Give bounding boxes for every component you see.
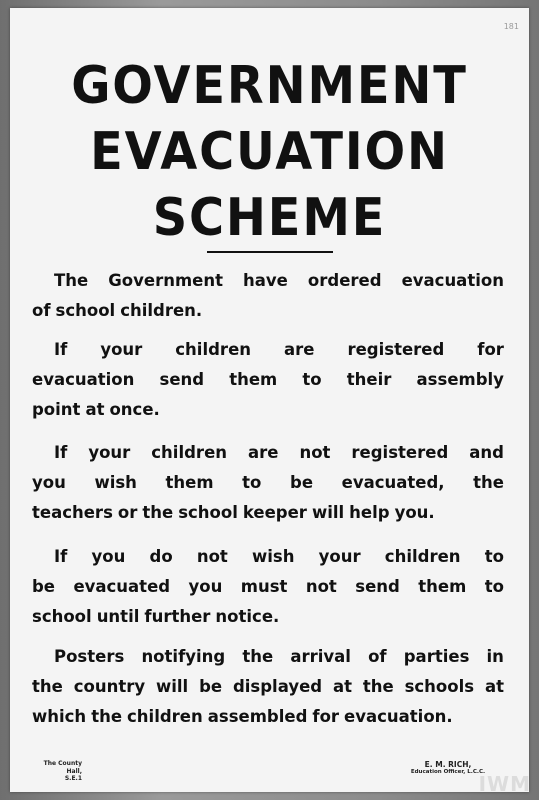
paragraph-line: [32, 468, 504, 498]
word: the: [142, 503, 174, 522]
paragraph-do-not-wish: [32, 542, 504, 632]
word: at: [85, 400, 105, 419]
word: them: [165, 473, 214, 492]
word: arrival: [290, 647, 351, 666]
iwm-watermark: IWM: [478, 772, 531, 796]
word: children: [151, 443, 228, 462]
signatory-name: E. M. RICH,: [424, 760, 472, 769]
paragraph-line: [32, 365, 504, 395]
word: evacuated,: [341, 473, 445, 492]
word: to: [302, 370, 322, 389]
word: you: [91, 547, 126, 566]
sheet-number: 181: [503, 22, 519, 31]
word: notice.: [215, 607, 280, 626]
paragraph-line: [32, 702, 504, 732]
paragraph-line: [32, 602, 504, 632]
word: of: [32, 301, 51, 320]
word: at: [484, 677, 504, 696]
word: If: [54, 443, 68, 462]
word: the: [32, 677, 63, 696]
word: their: [346, 370, 392, 389]
paragraph-line: [32, 672, 504, 702]
word: notifying: [141, 647, 226, 666]
word: wish: [94, 473, 137, 492]
word: evacuation.: [344, 707, 453, 726]
word: children: [384, 547, 461, 566]
word: assembled: [207, 707, 308, 726]
word: not: [305, 577, 337, 596]
word: assembly: [416, 370, 504, 389]
footer-address-line-2: S.E.1: [64, 775, 82, 782]
paragraph-line: [32, 542, 504, 572]
word: school: [32, 607, 92, 626]
word: the: [242, 647, 274, 666]
word: parties: [403, 647, 470, 666]
word: them: [418, 577, 467, 596]
paragraph-line: [32, 642, 504, 672]
word: send: [159, 370, 205, 389]
word: wish: [252, 547, 295, 566]
paragraph-line: [32, 572, 504, 602]
word: ordered: [307, 271, 382, 290]
word: them: [229, 370, 278, 389]
footer-address: [34, 760, 82, 783]
word: for: [312, 707, 340, 726]
footer-address-line-1: The County Hall,: [43, 760, 82, 775]
word: Government: [108, 271, 223, 290]
word: to: [242, 473, 262, 492]
poster-sheet: [10, 8, 529, 792]
word: your: [88, 443, 131, 462]
word: to: [484, 547, 504, 566]
word: will: [155, 677, 189, 696]
paragraph-not-registered: [32, 438, 504, 528]
word: country: [73, 677, 146, 696]
word: schools: [404, 677, 475, 696]
title-divider: [207, 251, 333, 253]
word: at: [332, 677, 352, 696]
word: do: [149, 547, 173, 566]
word: and: [469, 443, 504, 462]
word: point: [32, 400, 81, 419]
word: school: [55, 301, 116, 320]
word: If: [54, 340, 68, 359]
word: of: [368, 647, 387, 666]
word: you: [32, 473, 66, 492]
word: evacuation: [32, 370, 135, 389]
word: you.: [394, 503, 435, 522]
word: until: [96, 607, 140, 626]
word: Posters: [54, 647, 125, 666]
word: displayed: [232, 677, 323, 696]
word: are: [248, 443, 279, 462]
word: send: [355, 577, 400, 596]
word: will: [311, 503, 345, 522]
word: keeper: [242, 503, 307, 522]
paragraph-line: [32, 395, 504, 425]
word: teachers: [32, 503, 113, 522]
word: once.: [109, 400, 160, 419]
paragraph-line: [32, 335, 504, 365]
poster-title-line-1: GOVERNMENT: [71, 56, 468, 116]
word: help: [349, 503, 390, 522]
poster-title-line-3: SCHEME: [152, 188, 387, 248]
word: be: [199, 677, 223, 696]
paragraph-line: [32, 498, 504, 528]
word: children: [175, 340, 252, 359]
paragraph-line: [32, 296, 504, 326]
word: have: [243, 271, 288, 290]
word: which: [32, 707, 87, 726]
word: registered: [347, 340, 445, 359]
paragraph-evacuation-ordered: [32, 266, 504, 326]
word: evacuation: [401, 271, 504, 290]
word: the: [91, 707, 123, 726]
word: in: [486, 647, 504, 666]
word: If: [54, 547, 68, 566]
word: further: [144, 607, 211, 626]
word: your: [100, 340, 143, 359]
word: children: [127, 707, 203, 726]
word: you: [188, 577, 223, 596]
word: evacuated: [73, 577, 171, 596]
word: be: [32, 577, 56, 596]
paragraph-line: [32, 266, 504, 296]
word: are: [284, 340, 315, 359]
word: your: [318, 547, 361, 566]
paragraph-registered-children: [32, 335, 504, 425]
word: to: [484, 577, 504, 596]
word: not: [196, 547, 228, 566]
word: children.: [120, 301, 203, 320]
word: the: [473, 473, 504, 492]
poster-title-line-2: EVACUATION: [90, 122, 449, 182]
signatory-title: Education Officer, L.C.C.: [410, 769, 486, 776]
word: the: [362, 677, 394, 696]
paragraph-line: [32, 438, 504, 468]
word: not: [299, 443, 331, 462]
word: school: [178, 503, 238, 522]
word: The: [54, 271, 89, 290]
word: for: [477, 340, 504, 359]
word: registered: [351, 443, 449, 462]
word: be: [290, 473, 314, 492]
paragraph-posters-notifying: [32, 642, 504, 732]
word: must: [240, 577, 288, 596]
word: or: [117, 503, 138, 522]
